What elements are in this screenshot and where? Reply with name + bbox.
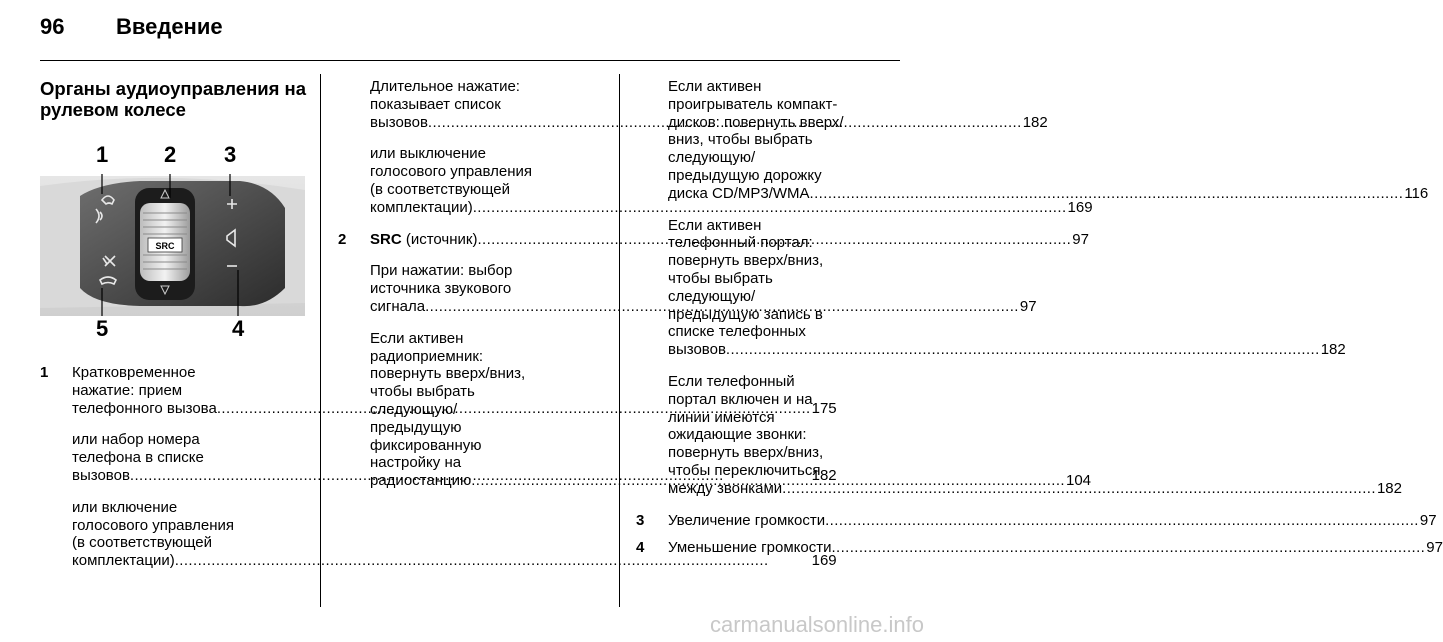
text-line: (в соответствующей bbox=[72, 534, 213, 552]
text-line: источника звукового bbox=[370, 280, 512, 298]
text-line: голосового управления bbox=[370, 163, 533, 181]
callout-5: 5 bbox=[96, 316, 109, 341]
steering-wheel-controls-figure bbox=[40, 138, 305, 350]
ref-text: между звонками bbox=[668, 479, 783, 497]
item-number: 2 bbox=[338, 230, 347, 248]
ref-text: диска CD/MP3/WMA bbox=[668, 184, 810, 202]
text-line: фиксированную bbox=[370, 436, 482, 454]
text-line: списке телефонных bbox=[668, 323, 806, 341]
text-line: или набор номера bbox=[72, 431, 200, 449]
text-line: предыдущую дорожку bbox=[668, 166, 822, 184]
steering-wheel-controls-illustration bbox=[40, 138, 305, 350]
ref-text: сигнала bbox=[370, 297, 426, 315]
text-line: телефонный портал: bbox=[668, 234, 813, 252]
text-line: Длительное нажатие: bbox=[370, 78, 520, 95]
page-title: Введение bbox=[116, 14, 223, 39]
src-label: SRC bbox=[370, 230, 402, 248]
ref-page: 182 bbox=[1022, 113, 1048, 131]
text-line: чтобы переключиться bbox=[668, 461, 821, 479]
ref-text: Уменьшение громкости bbox=[668, 539, 832, 557]
text-line: проигрыватель компакт- bbox=[668, 95, 838, 113]
text-line: повернуть вверх/вниз, bbox=[370, 365, 526, 383]
text-line: или включение bbox=[72, 498, 178, 516]
text-line: следующую/ bbox=[668, 287, 756, 305]
ref-text: радиостанцию bbox=[370, 472, 472, 490]
item-number: 3 bbox=[636, 511, 645, 529]
text-line: Кратковременное bbox=[72, 364, 196, 381]
item-3 bbox=[636, 511, 1437, 530]
ref-page: 182 bbox=[811, 466, 837, 484]
section-title-line: Органы аудиоуправления на bbox=[40, 78, 307, 99]
item-4 bbox=[636, 539, 1443, 557]
ref-text: комплектации) bbox=[72, 552, 175, 570]
ref-page: 97 bbox=[1019, 297, 1037, 315]
text-line: вниз, чтобы выбрать bbox=[668, 131, 813, 149]
text-line: (в соответствующей bbox=[370, 180, 511, 198]
text-line: повернуть вверх/вниз, bbox=[668, 252, 824, 270]
section-title bbox=[40, 78, 310, 120]
callout-3: 3 bbox=[224, 142, 237, 167]
header-divider bbox=[40, 60, 900, 61]
text-line: или выключение bbox=[370, 145, 486, 163]
text-line: голосового управления bbox=[72, 516, 235, 534]
ref-text: (источник) bbox=[401, 230, 478, 248]
text-line: предыдущую bbox=[370, 418, 462, 436]
watermark: carmanualsonline.info bbox=[709, 612, 924, 637]
item-number: 1 bbox=[40, 364, 49, 381]
text-line: портал включен и на bbox=[668, 390, 813, 408]
text-line: линии имеются bbox=[668, 408, 775, 426]
ref-text: вызовов bbox=[72, 466, 130, 484]
text-line: настройку на bbox=[370, 454, 462, 472]
text-line: телефона в списке bbox=[72, 449, 204, 467]
ref-page: 169 bbox=[1067, 198, 1093, 216]
page-number: 96 bbox=[40, 14, 65, 39]
ref-text: Увеличение громкости bbox=[668, 511, 826, 529]
page-reference bbox=[668, 539, 1443, 557]
ref-page: 175 bbox=[811, 399, 837, 417]
text-line: Если активен bbox=[668, 216, 762, 234]
ref-text: вызовов bbox=[668, 341, 726, 359]
ref-page: 97 bbox=[1426, 539, 1443, 557]
page-reference bbox=[668, 341, 1346, 359]
text-line: Если активен bbox=[370, 329, 464, 347]
text-line: ожидающие звонки: bbox=[668, 426, 807, 444]
ref-page: 104 bbox=[1066, 472, 1092, 490]
ref-page: 182 bbox=[1376, 479, 1402, 497]
section-title-line: рулевом колесе bbox=[40, 99, 186, 120]
ref-text: комплектации) bbox=[370, 198, 473, 216]
text-line: Если телефонный bbox=[668, 372, 795, 390]
text-line: При нажатии: выбор bbox=[370, 262, 513, 280]
text-line: нажатие: прием bbox=[72, 381, 183, 399]
text-line: радиоприемник: bbox=[370, 347, 484, 365]
src-button-label: SRC bbox=[155, 241, 175, 251]
text-line: чтобы выбрать bbox=[668, 269, 773, 287]
callout-1: 1 bbox=[96, 142, 109, 167]
page-reference bbox=[668, 184, 1429, 203]
text-line: дисков: повернуть вверх/ bbox=[668, 113, 844, 131]
ref-page: 97 bbox=[1072, 230, 1089, 248]
page-reference bbox=[370, 198, 1093, 217]
item-number: 4 bbox=[636, 539, 645, 557]
callout-4: 4 bbox=[232, 316, 245, 341]
page-reference bbox=[668, 512, 1437, 530]
text-line: следующую/ bbox=[668, 149, 756, 167]
ref-text: телефонного вызова bbox=[72, 399, 217, 417]
text-line: чтобы выбрать bbox=[370, 383, 475, 401]
text-line: следующую/ bbox=[370, 400, 458, 418]
text-line: предыдущую запись в bbox=[668, 305, 823, 323]
ref-page: 116 bbox=[1404, 184, 1429, 202]
text-line: Если активен bbox=[668, 78, 762, 95]
ref-page: 182 bbox=[1320, 341, 1346, 359]
ref-page: 97 bbox=[1419, 511, 1437, 529]
ref-text: вызовов bbox=[370, 113, 428, 131]
ref-page: 169 bbox=[811, 552, 837, 570]
text-line: показывает список bbox=[370, 95, 501, 113]
callout-2: 2 bbox=[164, 142, 177, 167]
text-line: повернуть вверх/вниз, bbox=[668, 444, 824, 462]
